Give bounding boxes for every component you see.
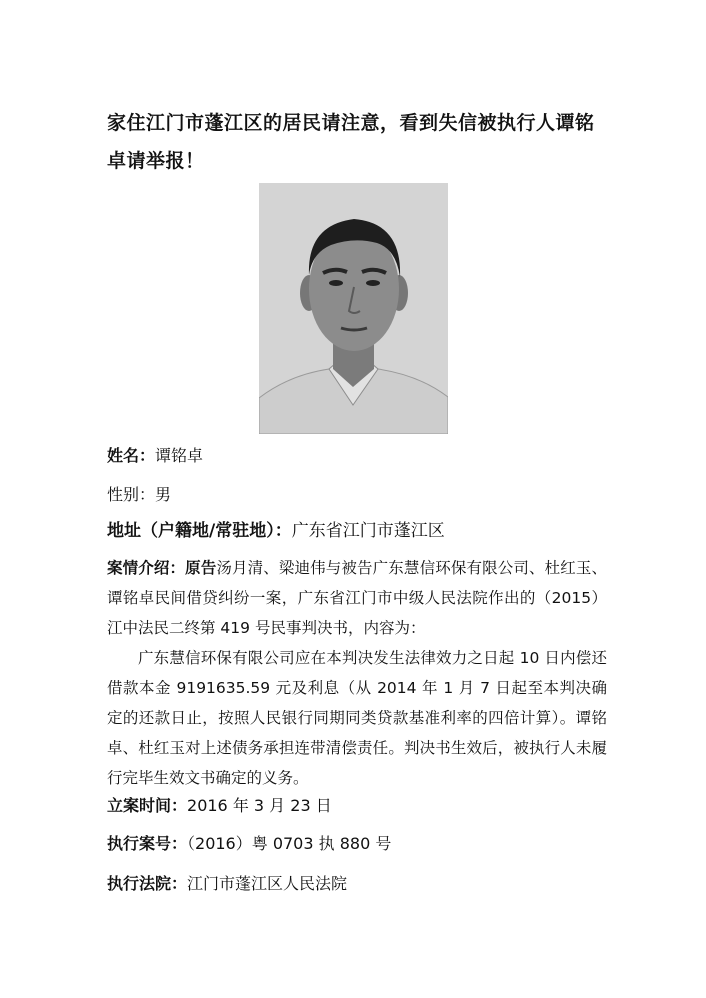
case-paragraph-2: [107, 643, 607, 793]
case-paragraph-1: [107, 553, 607, 643]
plaintiff-label: 原告: [185, 559, 217, 577]
name-label: 姓名：: [107, 446, 156, 465]
case-number-row: [107, 832, 391, 856]
gender-label: 性别：: [107, 485, 156, 504]
case-number-label: 执行案号：: [107, 834, 188, 853]
name-row: [107, 444, 203, 468]
person-photo: [259, 183, 448, 434]
filing-date-value: 2016 年 3 月 23 日: [187, 796, 332, 815]
filing-date-label: 立案时间：: [107, 796, 188, 815]
case-intro-text-1: 汤月清、梁迪伟与被告广东慧信环保有限公司、杜红玉、谭铭卓民间借贷纠纷一案，广东省江门市中级人民法院作出的（2015）江中法民二终第 419 号民事判决书，内容为：: [107, 559, 607, 637]
gender-value: 男: [155, 485, 172, 504]
case-introduction: [107, 553, 607, 793]
court-value: 江门市蓬江区人民法院: [187, 874, 348, 893]
address-row: [107, 519, 445, 543]
filing-date-row: [107, 794, 332, 818]
court-row: [107, 872, 347, 896]
name-value: 谭铭卓: [155, 446, 204, 465]
court-label: 执行法院：: [107, 874, 188, 893]
person-photo-image: [259, 183, 448, 434]
address-label: 地址（户籍地/常驻地）：: [107, 521, 292, 541]
headline: 家住江门市蓬江区的居民请注意，看到失信被执行人谭铭卓请举报！: [107, 112, 595, 172]
case-intro-text-2: 广东慧信环保有限公司应在本判决发生法律效力之日起 10 日内偿还借款本金 9191635.59 元及利息（从 2014 年 1 月 7 日起至本判决确定的还款日止，按照人民银行同期同类贷款基准利率的四倍计算）。谭铭卓、杜红玉对上述债务承担连带清偿责任。判决书生效后，被执行人未履行完毕生效文书确定的义务。: [107, 649, 607, 787]
case-intro-label: 案情介绍：: [107, 559, 186, 577]
case-number-value: （2016）粤 0703 执 880 号: [187, 834, 392, 853]
gender-row: [107, 483, 171, 507]
address-value: 广东省江门市蓬江区: [291, 521, 445, 541]
